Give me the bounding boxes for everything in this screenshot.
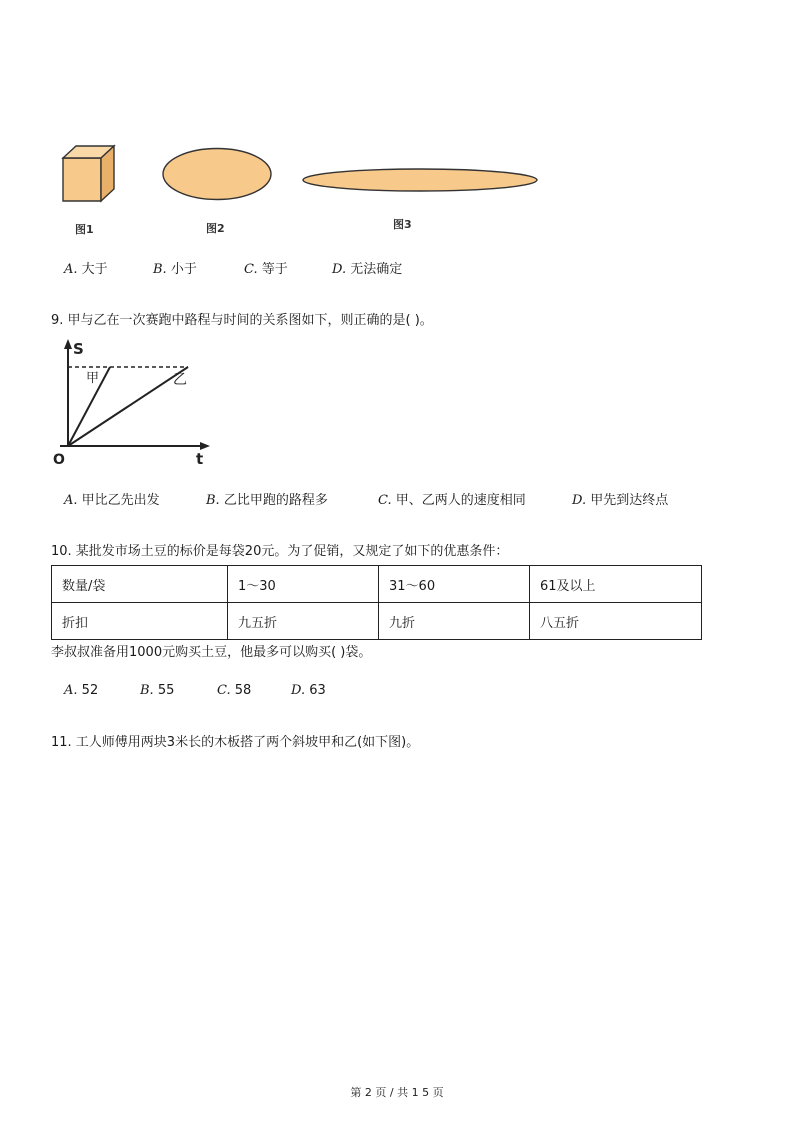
figure-3-flat-ellipse [300, 166, 540, 194]
q9-option-d[interactable] [572, 493, 668, 509]
table-cell: 九折 [379, 603, 530, 640]
table-cell: 61及以上 [530, 566, 702, 603]
option-letter: D. [291, 683, 306, 698]
discount-table [51, 565, 702, 640]
option-letter: A. [64, 262, 78, 277]
table-cell: 九五折 [228, 603, 379, 640]
option-letter: C. [378, 493, 392, 508]
option-letter: D. [332, 262, 347, 277]
line-yi-label: 乙 [173, 372, 187, 388]
q10-option-d[interactable] [291, 683, 326, 699]
q9-option-c[interactable] [378, 493, 526, 509]
option-text: 55 [157, 683, 175, 698]
option-text: 甲、乙两人的速度相同 [395, 493, 526, 508]
table-cell: 八五折 [530, 603, 702, 640]
q8-option-b[interactable] [153, 262, 197, 278]
table-row [52, 566, 702, 603]
option-text: 无法确定 [350, 262, 403, 277]
table-row [52, 603, 702, 640]
q9-option-a[interactable] [64, 493, 160, 509]
table-cell: 31～60 [379, 566, 530, 603]
line-jia-label: 甲 [86, 371, 100, 386]
option-text: 等于 [261, 262, 288, 277]
q10-option-a[interactable] [64, 683, 98, 699]
option-text: 甲比乙先出发 [81, 493, 160, 508]
option-letter: B. [206, 493, 220, 508]
table-cell: 1～30 [228, 566, 379, 603]
page-footer: 第 2 页 / 共 1 5 页 [350, 1086, 444, 1099]
figure-3-caption: 图3 [393, 218, 412, 231]
x-axis-label: t [196, 450, 204, 468]
q8-option-a[interactable] [64, 262, 108, 278]
q9-distance-time-graph [50, 336, 220, 472]
table-cell: 数量/袋 [52, 566, 228, 603]
option-text: 大于 [81, 262, 108, 277]
q9-option-b[interactable] [206, 493, 328, 509]
q10-option-c[interactable] [217, 683, 251, 699]
table-cell: 折扣 [52, 603, 228, 640]
option-letter: A. [64, 493, 78, 508]
cube-front-face [63, 158, 101, 201]
option-text: 甲先到达终点 [590, 493, 669, 508]
figure-1-caption: 图1 [75, 223, 94, 236]
option-letter: B. [140, 683, 154, 698]
figure-2-caption: 图2 [206, 222, 225, 235]
option-letter: D. [572, 493, 587, 508]
option-text: 乙比甲跑的路程多 [223, 493, 328, 508]
option-letter: C. [244, 262, 258, 277]
option-letter: C. [217, 683, 231, 698]
option-text: 58 [234, 683, 252, 698]
option-text: 小于 [170, 262, 197, 277]
q8-option-c[interactable] [244, 262, 288, 278]
option-letter: A. [64, 683, 78, 698]
option-letter: B. [153, 262, 167, 277]
q11-stem: 11. 工人师傅用两块3米长的木板搭了两个斜坡甲和乙(如下图)。 [51, 735, 420, 750]
option-text: 52 [81, 683, 99, 698]
option-text: 63 [309, 683, 326, 698]
q10-follow-up: 李叔叔准备用1000元购买土豆，他最多可以购买( )袋。 [51, 645, 372, 660]
figure-2-ellipse [160, 146, 274, 202]
origin-label: O [53, 452, 65, 468]
figure-1-cube [60, 143, 118, 205]
y-axis-label: S [73, 340, 84, 358]
x-axis-arrow [200, 442, 210, 450]
y-axis-arrow [64, 339, 72, 349]
q9-stem: 9. 甲与乙在一次赛跑中路程与时间的关系图如下，则正确的是( )。 [51, 313, 433, 328]
q8-option-d[interactable] [332, 262, 402, 278]
q10-option-b[interactable] [140, 683, 174, 699]
q10-stem: 10. 某批发市场土豆的标价是每袋20元。为了促销，又规定了如下的优惠条件： [51, 544, 509, 559]
